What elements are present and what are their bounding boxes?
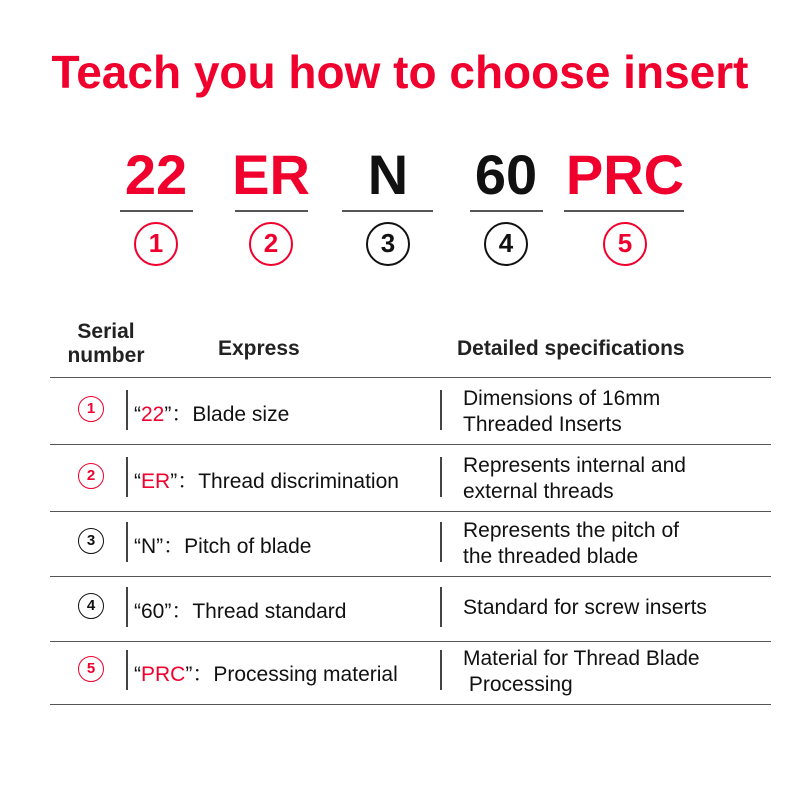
- table-row: [50, 638, 771, 702]
- open-quote: “: [134, 600, 141, 623]
- table-row: [50, 378, 771, 442]
- row-express: [134, 530, 311, 560]
- code-underline: [470, 210, 543, 212]
- page-title: Teach you how to choose insert: [51, 46, 749, 98]
- spec-line: Material for Thread Blade: [463, 647, 700, 670]
- column-separator: [440, 390, 442, 430]
- close-quote: ”: [170, 470, 178, 493]
- column-separator: [126, 650, 128, 690]
- column-separator: [126, 457, 128, 497]
- row-description: Blade size: [192, 403, 290, 426]
- column-separator: [440, 587, 442, 627]
- spec-line: Represents the pitch of: [463, 519, 679, 542]
- row-specification: [463, 386, 660, 438]
- code-part-3: N: [367, 143, 409, 206]
- open-quote: “: [134, 663, 141, 686]
- code-part-2: ER: [232, 143, 310, 206]
- row-express: [134, 398, 289, 428]
- spec-line: the threaded blade: [463, 545, 639, 568]
- circled-number-5: 5: [603, 222, 647, 266]
- open-quote: “: [134, 535, 141, 558]
- column-separator: [126, 587, 128, 627]
- row-express: [134, 658, 398, 688]
- column-separator: [126, 390, 128, 430]
- row-specification: [463, 453, 686, 505]
- row-serial-number: 5: [78, 656, 104, 682]
- row-express: [134, 465, 399, 495]
- colon-separator: ：: [171, 600, 193, 623]
- row-code: PRC: [141, 663, 186, 686]
- close-quote: ”: [156, 535, 164, 558]
- row-description: Thread discrimination: [198, 470, 399, 493]
- spec-line: external threads: [463, 480, 614, 503]
- circled-number-3: 3: [366, 222, 410, 266]
- close-quote: ”: [164, 600, 172, 623]
- row-serial-number: 1: [78, 396, 104, 422]
- colon-separator: ：: [163, 535, 185, 558]
- code-part-1: 22: [124, 143, 188, 206]
- header-express: Express: [218, 337, 300, 360]
- table-divider: [50, 704, 771, 705]
- spec-line: Threaded Inserts: [463, 413, 622, 436]
- column-separator: [126, 522, 128, 562]
- code-part-4: 60: [474, 143, 538, 206]
- row-code: 22: [141, 403, 165, 426]
- colon-separator: ：: [171, 403, 193, 426]
- header-serial-line2: number: [67, 344, 145, 367]
- column-separator: [440, 457, 442, 497]
- header-serial-line1: Serial: [77, 320, 135, 343]
- header-detailed-specifications: Detailed specifications: [457, 337, 685, 360]
- close-quote: ”: [164, 403, 172, 426]
- row-serial-number: 2: [78, 463, 104, 489]
- row-specification: [463, 595, 707, 621]
- spec-line: Standard for screw inserts: [463, 596, 707, 619]
- row-description: Thread standard: [192, 600, 347, 623]
- table-row: [50, 510, 771, 574]
- open-quote: “: [134, 403, 141, 426]
- open-quote: “: [134, 470, 141, 493]
- row-description: Processing material: [213, 663, 398, 686]
- row-specification: [463, 646, 700, 698]
- spec-line: Processing: [463, 673, 573, 696]
- row-code: ER: [141, 470, 171, 493]
- spec-line: Dimensions of 16mm: [463, 387, 661, 410]
- row-serial-number: 3: [78, 528, 104, 554]
- row-code: 60: [141, 600, 165, 623]
- colon-separator: ：: [177, 470, 199, 493]
- column-separator: [440, 650, 442, 690]
- column-separator: [440, 522, 442, 562]
- table-row: [50, 575, 771, 639]
- row-description: Pitch of blade: [184, 535, 312, 558]
- row-code: N: [141, 535, 157, 558]
- code-part-5: PRC: [565, 143, 685, 206]
- circled-number-4: 4: [484, 222, 528, 266]
- code-underline: [564, 210, 684, 212]
- code-underline: [235, 210, 308, 212]
- circled-number-2: 2: [249, 222, 293, 266]
- circled-number-1: 1: [134, 222, 178, 266]
- code-underline: [342, 210, 433, 212]
- spec-line: Represents internal and: [463, 454, 686, 477]
- row-serial-number: 4: [78, 593, 104, 619]
- colon-separator: ：: [192, 663, 214, 686]
- code-underline: [120, 210, 193, 212]
- row-express: [134, 595, 346, 625]
- table-row: [50, 445, 771, 509]
- close-quote: ”: [185, 663, 193, 686]
- header-serial-number: [66, 320, 146, 368]
- row-specification: [463, 518, 679, 570]
